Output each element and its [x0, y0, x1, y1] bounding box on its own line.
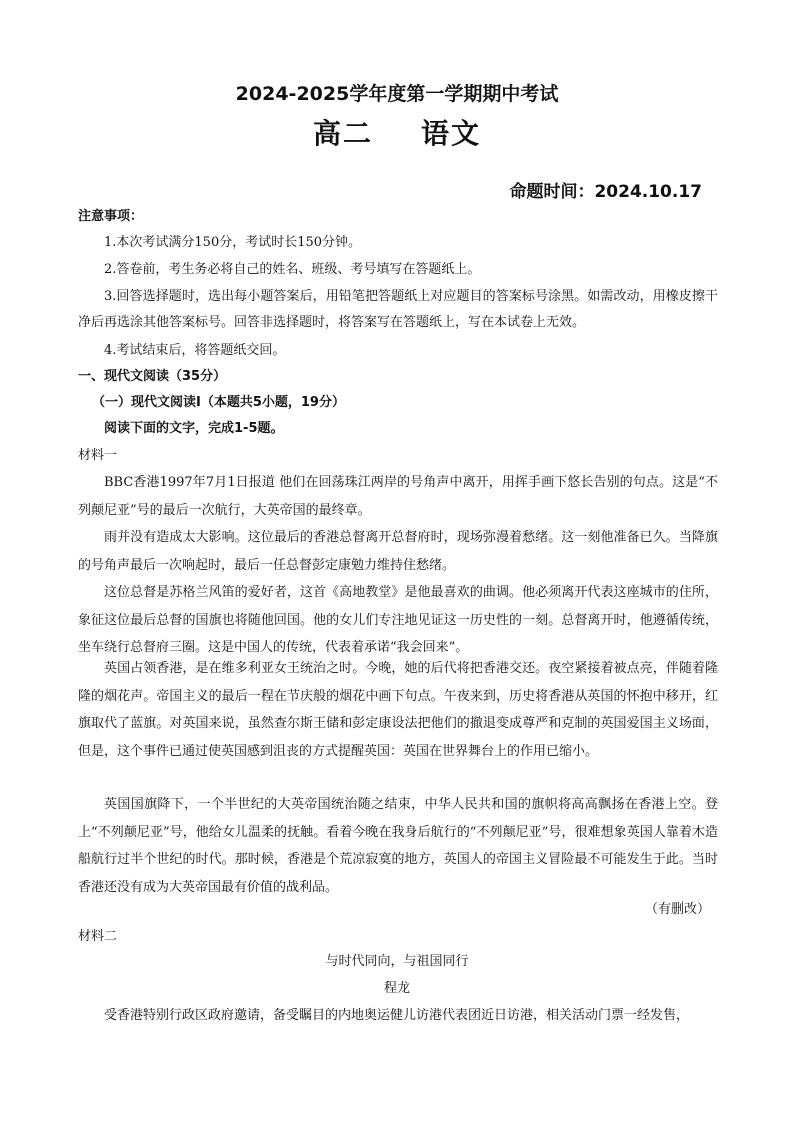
- subject-label: 语文: [421, 117, 482, 150]
- material2-title: 与时代同向，与祖国同行: [325, 954, 469, 969]
- section-subtitle: （一）现代文阅读Ⅰ（本题共5小题，19分）: [92, 395, 345, 410]
- notes-heading: 注意事项：: [78, 209, 144, 224]
- notes-item: 3.回答选择题时，选出每小题答案后，用铅笔把答题纸上对应题目的答案标号涂黑。如需改动，用橡皮擦干净后再选涂其他答案标号。回答非选择题时，将答案写在答题纸上，写在本试卷上无效。: [78, 289, 718, 330]
- grade-subject-heading: [0, 112, 794, 152]
- exam-date: 命题时间：2024.10.17: [509, 182, 702, 202]
- section-instruction: 阅读下面的文字，完成1-5题。: [104, 421, 284, 436]
- material1-paragraph: 雨并没有造成太大影响。这位最后的香港总督离开总督府时，现场弥漫着愁绪。这一刻他准备已久。当降旗的号角声最后一次响起时，最后一任总督彭定康勉力维持住愁绪。: [78, 530, 718, 573]
- material1-paragraph: 这位总督是苏格兰风笛的爱好者，这首《高地教堂》是他最喜欢的曲调。他必须离开代表这座城市的住所，象征这位最后总督的国旗也将随他回国。他的女儿们专注地见证这一历史性的一刻。总督离开时，他遵循传统，坐车绕行总督府三圈。这是中国人的传统，代表着承诺“我会回来”。: [78, 585, 718, 655]
- material1-label: 材料一: [78, 448, 118, 463]
- material2-label: 材料二: [78, 929, 118, 944]
- material1-paragraph: 英国国旗降下，一个半世纪的大英帝国统治随之结束，中华人民共和国的旗帜将高高飘扬在香港上空。登上“不列颠尼亚”号，他给女儿温柔的抚触。看着今晚在我身后航行的“不列颠尼亚”号，很难想象英国人靠着木造船航行过半个世纪的时代。那时候，香港是个荒凉寂寞的地方，英国人的帝国主义冒险最不可能发生于此。当时香港还没有成为大英帝国最有价值的战利品。: [78, 797, 718, 895]
- material1-note: （有删改）: [644, 902, 710, 917]
- material2-paragraph: 受香港特别行政区政府邀请，备受瞩目的内地奥运健儿访港代表团近日访港，相关活动门票一经发售，: [104, 1008, 690, 1023]
- material2-author: 程龙: [383, 981, 410, 996]
- notes-item: 2.答卷前，考生务必将自己的姓名、班级、考号填写在答题纸上。: [104, 262, 481, 277]
- material1-paragraph: BBC香港1997年7月1日报道 他们在回荡珠江两岸的号角声中离开，用挥手画下悠长告别的句点。这是“不列颠尼亚”号的最后一次航行，大英帝国的最终章。: [78, 475, 718, 518]
- notes-item: 1.本次考试满分150分，考试时长150分钟。: [104, 235, 362, 250]
- notes-item: 4.考试结束后，将答题纸交回。: [104, 343, 286, 358]
- section-title: 一、现代文阅读（35分）: [78, 369, 227, 384]
- material1-paragraph: 英国占领香港，是在维多利亚女王统治之时。今晚，她的后代将把香港交还。夜空紧接着被点亮，伴随着隆隆的烟花声。帝国主义的最后一程在节庆般的烟花中画下句点。午夜来到，历史将香港从英国的怀抱中移开，红旗取代了蓝旗。对英国来说，虽然查尔斯王储和彭定康设法把他们的撤退变成尊严和克制的英国爱国主义场面，但是，这个事件已通过使英国感到沮丧的方式提醒英国：英国在世界舞台上的作用已缩小。: [78, 661, 718, 759]
- exam-title: 2024-2025学年度第一学期期中考试: [235, 83, 559, 105]
- grade-label: 高二: [312, 117, 373, 150]
